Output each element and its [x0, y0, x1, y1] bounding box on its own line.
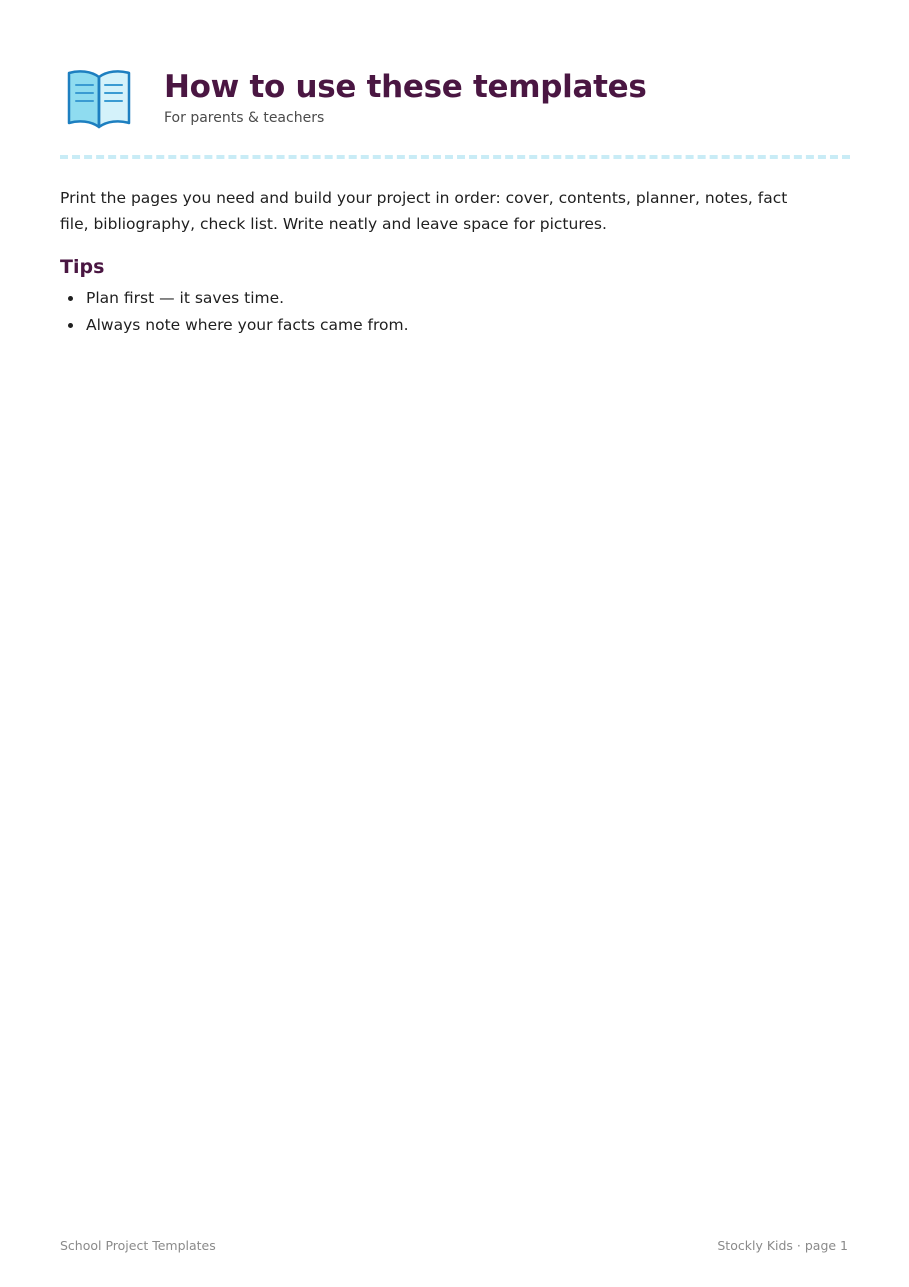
list-item: [60, 312, 409, 339]
tip-text: Plan first — it saves time.: [86, 289, 285, 307]
footer-page-label: Stockly Kids · page 1: [717, 1238, 848, 1253]
open-book-icon: [67, 69, 131, 129]
bullet-icon: [68, 296, 73, 301]
tips-heading: Tips: [60, 256, 105, 278]
bullet-icon: [68, 323, 73, 328]
footer-left-text: School Project Templates: [60, 1238, 216, 1253]
page-header: [60, 66, 850, 136]
dashed-divider: [60, 155, 850, 159]
list-item: [60, 285, 409, 312]
intro-paragraph: Print the pages you need and build your project in order: cover, contents, planner, notes, fact file, bibliography, check list. Write neatly and leave space for pictures.: [60, 189, 788, 233]
tip-text: Always note where your facts came from.: [86, 316, 409, 334]
page-title: How to use these templates: [164, 69, 647, 105]
page-subtitle: For parents & teachers: [164, 110, 325, 126]
tips-list: [60, 285, 409, 339]
